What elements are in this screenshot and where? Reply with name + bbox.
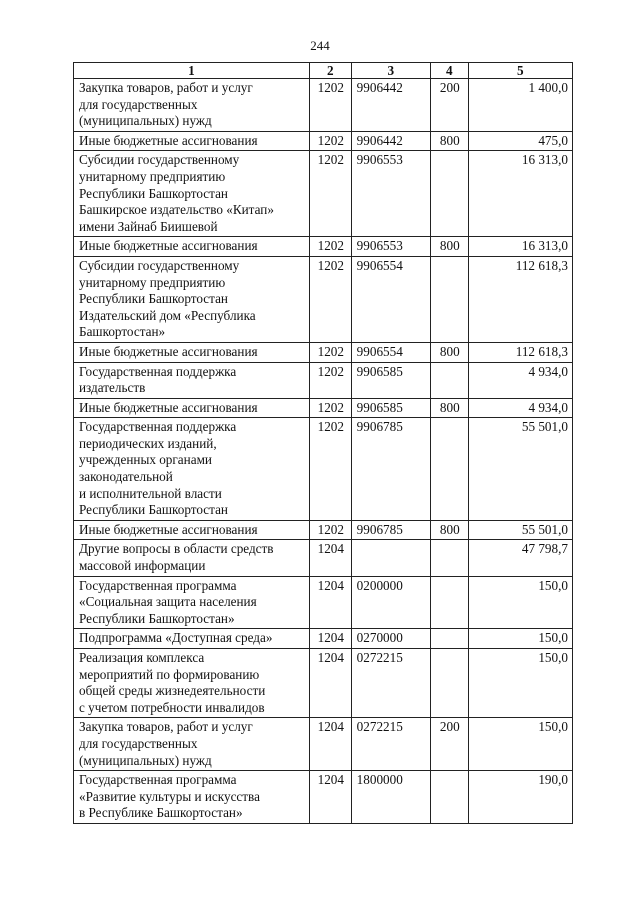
row-section-cell: 1202 xyxy=(309,398,351,418)
row-amount-cell: 1 400,0 xyxy=(468,79,572,132)
row-amount-cell: 475,0 xyxy=(468,131,572,151)
table-row xyxy=(74,576,573,629)
row-section-cell: 1202 xyxy=(309,418,351,521)
row-section-cell: 1202 xyxy=(309,237,351,257)
row-expense-type-cell: 800 xyxy=(431,342,469,362)
row-target-code-cell: 9906585 xyxy=(351,362,430,398)
table-row xyxy=(74,131,573,151)
header-col-5: 5 xyxy=(468,63,572,79)
table-row xyxy=(74,151,573,237)
row-section-cell: 1202 xyxy=(309,131,351,151)
row-target-code-cell: 9906785 xyxy=(351,418,430,521)
row-amount-cell: 4 934,0 xyxy=(468,398,572,418)
row-amount-cell: 112 618,3 xyxy=(468,256,572,342)
row-name-cell: Субсидии государственному унитарному предприятию Республики Башкортостан Издательский дом «Республика Башкортостан» xyxy=(74,256,310,342)
row-expense-type-cell xyxy=(431,576,469,629)
row-target-code-cell: 9906554 xyxy=(351,342,430,362)
row-target-code-cell: 9906553 xyxy=(351,237,430,257)
row-name-cell: Закупка товаров, работ и услуг для государственных (муниципальных) нужд xyxy=(74,718,310,771)
row-expense-type-cell: 800 xyxy=(431,131,469,151)
header-col-3: 3 xyxy=(351,63,430,79)
row-expense-type-cell: 800 xyxy=(431,237,469,257)
row-name-cell: Закупка товаров, работ и услуг для государственных (муниципальных) нужд xyxy=(74,79,310,132)
row-name-cell: Государственная поддержка издательств xyxy=(74,362,310,398)
row-name-cell: Государственная поддержка периодических изданий, учрежденных органами законодательной и исполнительной власти Республики Башкортостан xyxy=(74,418,310,521)
row-expense-type-cell xyxy=(431,151,469,237)
row-name-cell: Государственная программа «Социальная защита населения Республики Башкортостан» xyxy=(74,576,310,629)
row-expense-type-cell xyxy=(431,649,469,718)
row-expense-type-cell: 800 xyxy=(431,398,469,418)
row-name-cell: Субсидии государственному унитарному предприятию Республики Башкортостан Башкирское издательство «Китап» имени Зайнаб Биишевой xyxy=(74,151,310,237)
row-section-cell: 1202 xyxy=(309,256,351,342)
row-expense-type-cell xyxy=(431,418,469,521)
row-section-cell: 1202 xyxy=(309,151,351,237)
table-row xyxy=(74,342,573,362)
row-target-code-cell: 9906442 xyxy=(351,131,430,151)
row-amount-cell: 16 313,0 xyxy=(468,237,572,257)
row-section-cell: 1204 xyxy=(309,771,351,824)
row-target-code-cell: 9906585 xyxy=(351,398,430,418)
row-amount-cell: 190,0 xyxy=(468,771,572,824)
row-section-cell: 1204 xyxy=(309,576,351,629)
row-section-cell: 1202 xyxy=(309,342,351,362)
row-section-cell: 1202 xyxy=(309,520,351,540)
row-target-code-cell xyxy=(351,540,430,576)
table-row xyxy=(74,418,573,521)
row-target-code-cell: 0270000 xyxy=(351,629,430,649)
table-row xyxy=(74,362,573,398)
row-target-code-cell: 9906554 xyxy=(351,256,430,342)
row-section-cell: 1202 xyxy=(309,362,351,398)
table-row xyxy=(74,718,573,771)
row-amount-cell: 150,0 xyxy=(468,649,572,718)
row-expense-type-cell xyxy=(431,771,469,824)
row-amount-cell: 4 934,0 xyxy=(468,362,572,398)
row-amount-cell: 55 501,0 xyxy=(468,418,572,521)
row-section-cell: 1204 xyxy=(309,629,351,649)
table-body xyxy=(74,79,573,824)
row-section-cell: 1202 xyxy=(309,79,351,132)
row-name-cell: Другие вопросы в области средств массовой информации xyxy=(74,540,310,576)
table-row xyxy=(74,649,573,718)
row-name-cell: Иные бюджетные ассигнования xyxy=(74,131,310,151)
row-section-cell: 1204 xyxy=(309,649,351,718)
row-target-code-cell: 0272215 xyxy=(351,649,430,718)
row-target-code-cell: 9906442 xyxy=(351,79,430,132)
table-row xyxy=(74,520,573,540)
row-expense-type-cell: 200 xyxy=(431,79,469,132)
table-header-row xyxy=(74,63,573,79)
row-expense-type-cell: 800 xyxy=(431,520,469,540)
row-expense-type-cell xyxy=(431,362,469,398)
row-name-cell: Подпрограмма «Доступная среда» xyxy=(74,629,310,649)
row-expense-type-cell xyxy=(431,540,469,576)
header-col-1: 1 xyxy=(74,63,310,79)
row-name-cell: Государственная программа «Развитие культуры и искусства в Республике Башкортостан» xyxy=(74,771,310,824)
header-col-4: 4 xyxy=(431,63,469,79)
table-row xyxy=(74,79,573,132)
row-target-code-cell: 0272215 xyxy=(351,718,430,771)
table-row xyxy=(74,237,573,257)
row-target-code-cell: 1800000 xyxy=(351,771,430,824)
row-expense-type-cell xyxy=(431,629,469,649)
row-amount-cell: 55 501,0 xyxy=(468,520,572,540)
row-amount-cell: 16 313,0 xyxy=(468,151,572,237)
row-target-code-cell: 9906785 xyxy=(351,520,430,540)
row-expense-type-cell xyxy=(431,256,469,342)
table-row xyxy=(74,771,573,824)
row-target-code-cell: 9906553 xyxy=(351,151,430,237)
header-col-2: 2 xyxy=(309,63,351,79)
row-target-code-cell: 0200000 xyxy=(351,576,430,629)
table-row xyxy=(74,398,573,418)
table-row xyxy=(74,256,573,342)
row-name-cell: Иные бюджетные ассигнования xyxy=(74,520,310,540)
budget-table xyxy=(73,62,573,824)
row-section-cell: 1204 xyxy=(309,718,351,771)
table-row xyxy=(74,629,573,649)
row-name-cell: Иные бюджетные ассигнования xyxy=(74,398,310,418)
table-row xyxy=(74,540,573,576)
row-expense-type-cell: 200 xyxy=(431,718,469,771)
row-name-cell: Иные бюджетные ассигнования xyxy=(74,342,310,362)
row-amount-cell: 150,0 xyxy=(468,629,572,649)
row-name-cell: Реализация комплекса мероприятий по формированию общей среды жизнедеятельности с учетом потребности инвалидов xyxy=(74,649,310,718)
row-amount-cell: 47 798,7 xyxy=(468,540,572,576)
page-number: 244 xyxy=(310,38,330,53)
row-section-cell: 1204 xyxy=(309,540,351,576)
row-amount-cell: 150,0 xyxy=(468,718,572,771)
row-amount-cell: 112 618,3 xyxy=(468,342,572,362)
row-amount-cell: 150,0 xyxy=(468,576,572,629)
row-name-cell: Иные бюджетные ассигнования xyxy=(74,237,310,257)
